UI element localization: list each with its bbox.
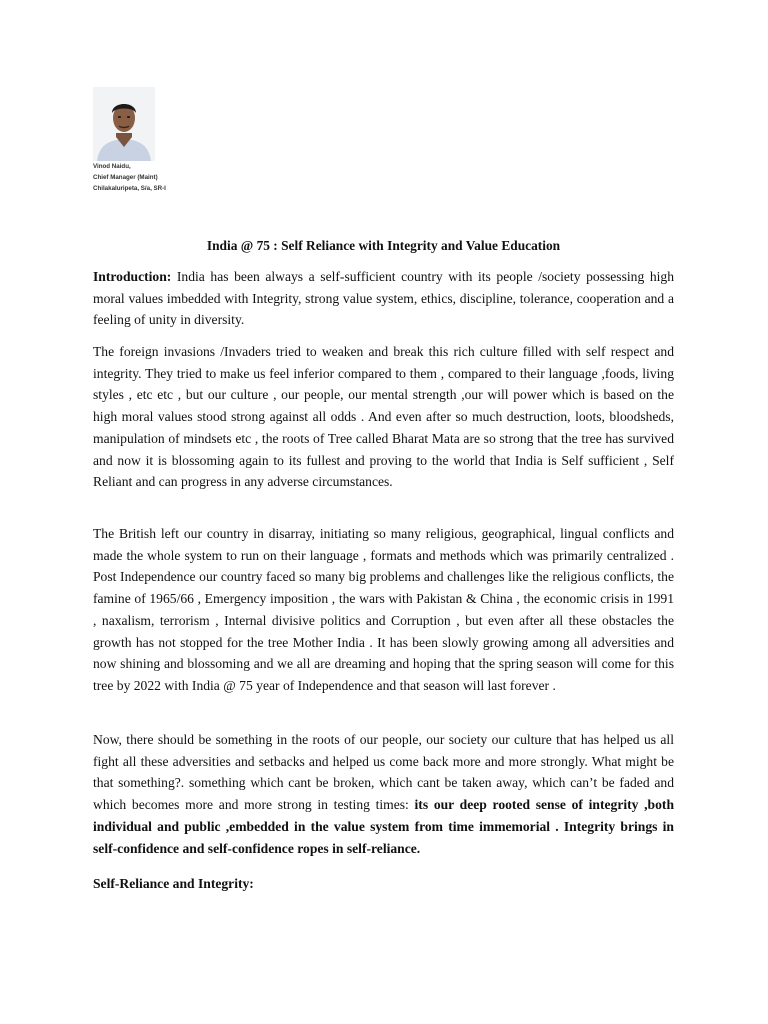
roots-integrity-paragraph — [93, 729, 674, 859]
document-title: India @ 75 : Self Reliance with Integrity and Value Education — [206, 238, 561, 253]
author-name: Vinod Naidu, — [93, 163, 131, 170]
roots-integrity-text: Now, there should be something in the roots of our people, our society our culture that has helped us all fight all these adversities and setbacks and helped us come back more and more strongly. What might be that something?. something which cant be broken, which cant be taken away, which can’t be faded and which becomes more and more strong in testing times: — [93, 732, 674, 813]
author-portrait-image — [93, 87, 155, 161]
section-heading: Self-Reliance and Integrity: — [93, 876, 254, 891]
author-info — [93, 161, 166, 194]
introduction-paragraph — [93, 266, 674, 331]
british-rule-paragraph: The British left our country in disarray, initiating so many religious, geographical, lingual conflicts and made the whole system to run on their language , formats and methods which was primarily centralized . Post Independence our country faced so many big problems and challenges like the religious conflicts, the famine of 1965/66 , Emergency imposition , the wars with Pakistan & China , the economic crisis in 1991 , naxalism, terrorism , Internal divisive politics and Corruption , but even after all these obstacles the growth has not stopped for the tree Mother India . It has been slowly growing among all adversities and now shining and blossoming and we all are dreaming and hoping that the spring season will come for this tree by 2022 with India @ 75 year of Independence and that season will last forever . — [93, 526, 674, 693]
author-designation: Chief Manager (Maint) — [93, 174, 158, 181]
author-location: Chilakaluripeta, S/a, SR-I — [93, 185, 166, 192]
roots-integrity-emphasis: its our deep rooted sense of integrity ,both individual and public ,embedded in the value system from time immemorial . Integrity brings in self-confidence and self-confidence ropes in self-reliance. — [93, 797, 675, 856]
introduction-text: India has been always a self-sufficient country with its people /society possessing high moral values imbedded with Integrity, strong value system, ethics, discipline, tolerance, cooperation and a feeling of unity in diversity. — [93, 269, 674, 328]
foreign-invasions-paragraph: The foreign invasions /Invaders tried to weaken and break this rich culture filled with self respect and integrity. They tried to make us feel inferior compared to them , compared to their language ,foods, living styles , etc etc , but our culture , our people, our mental strength ,our will power which is based on the high moral values stood strong against all odds . And even after so much destruction, loots, bloodsheds, manipulation of mindsets etc , the roots of Tree called Bharat Mata are so strong that the tree has survived and now it is blossoming again to its fullest and proving to the world that India is Self sufficient , Self Reliant and can progress in any adverse circumstances. — [93, 344, 674, 490]
introduction-label: Introduction: — [93, 269, 172, 284]
author-photo — [93, 87, 155, 161]
